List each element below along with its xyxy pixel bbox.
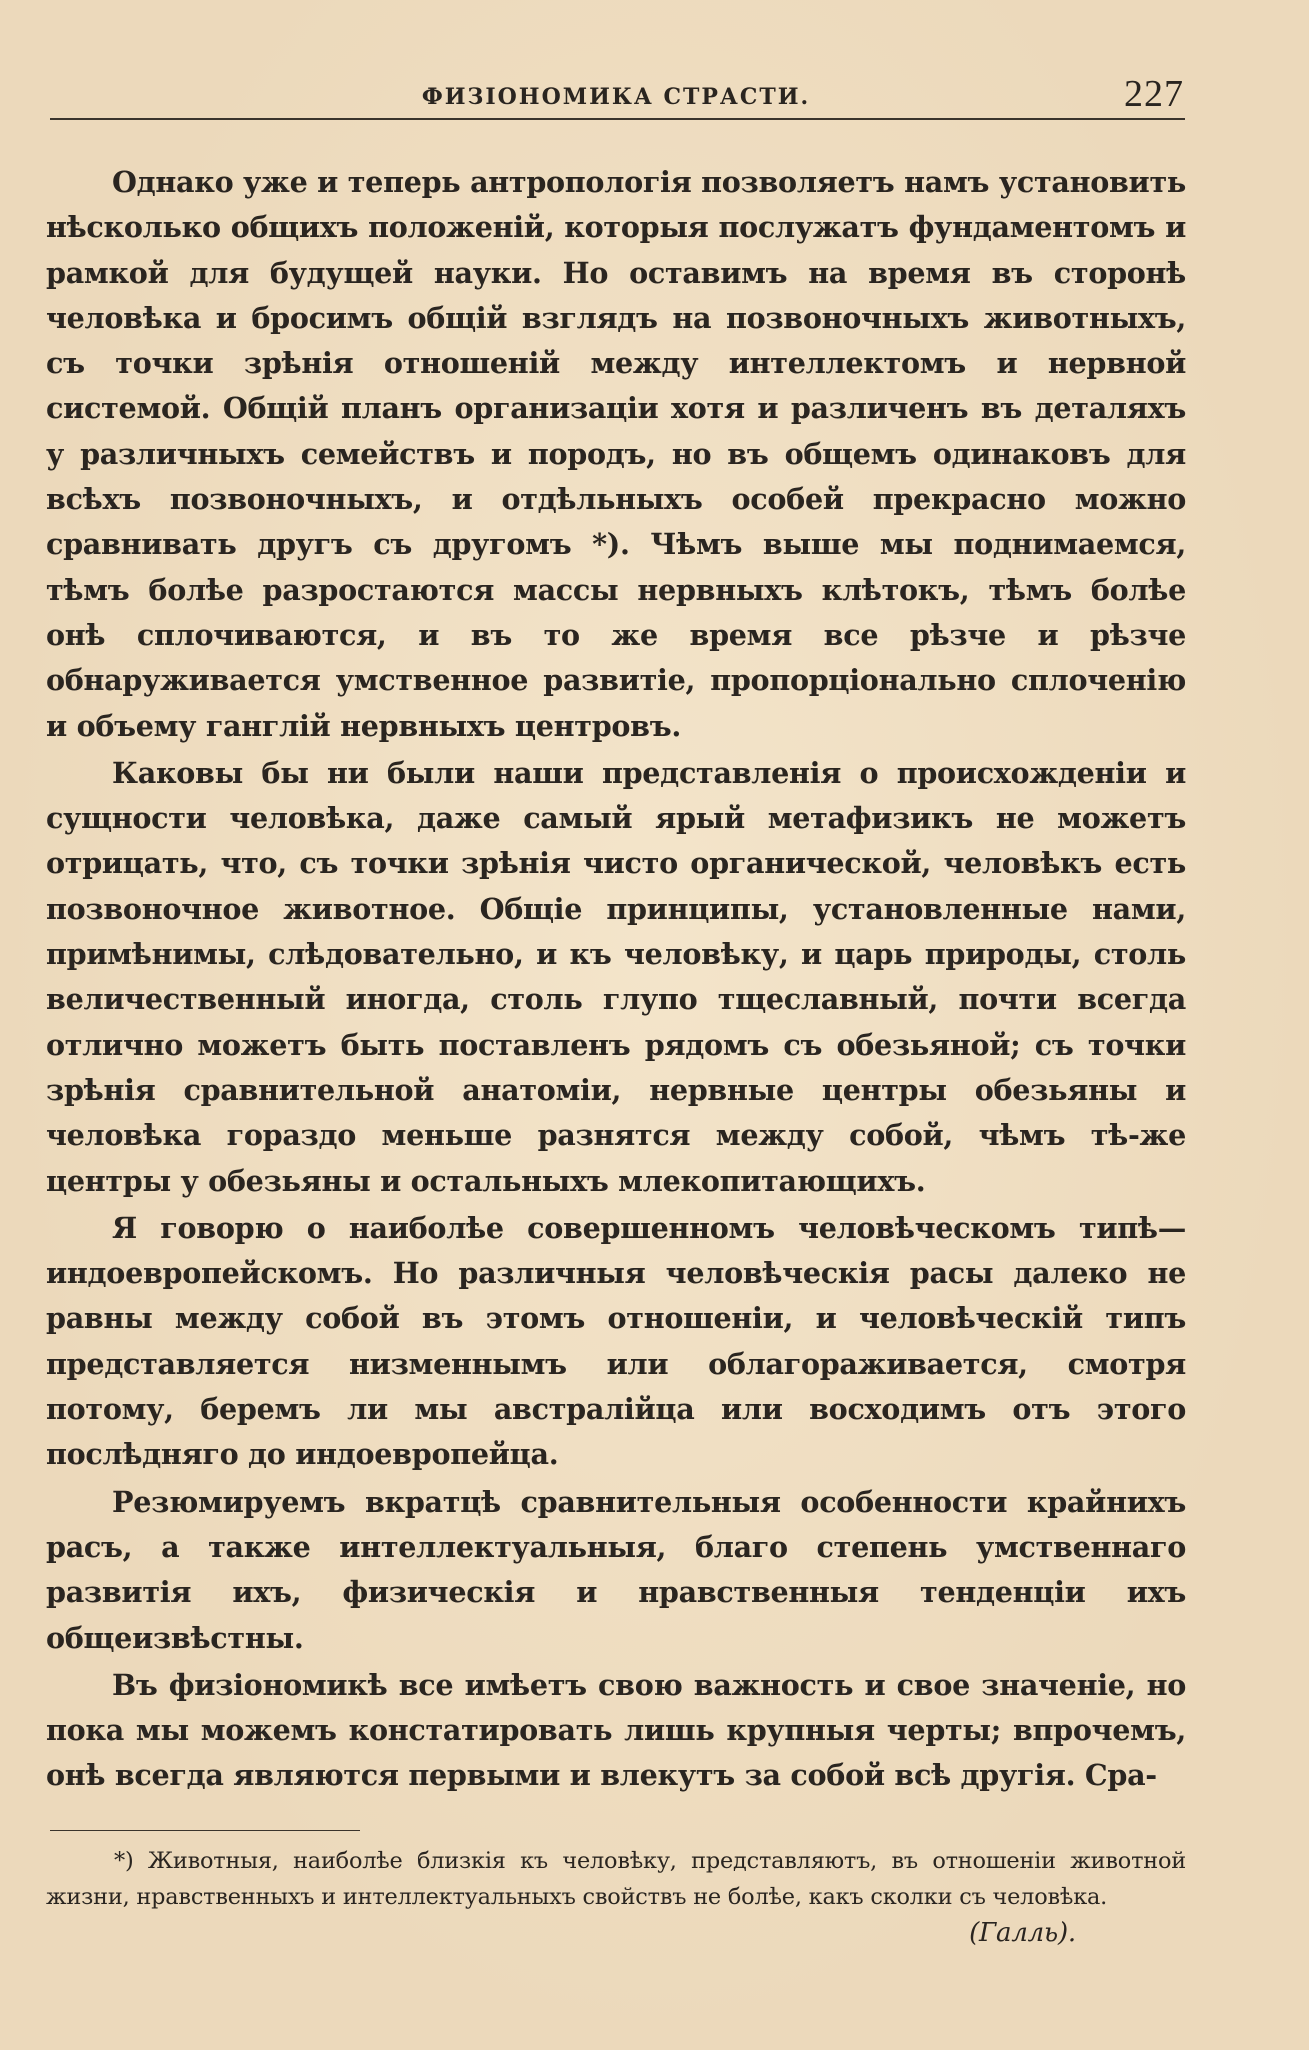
body-text xyxy=(46,160,1186,1801)
paragraph: Я говорю о наиболѣе совершенномъ человѣческомъ типѣ—индоевропейскомъ. Но различныя человѣческія расы далеко не равны между собой въ этомъ отношеніи, и человѣческій типъ представляется низменнымъ или облагораживается, смотря потому, беремъ ли мы австралійца или восходимъ отъ этого послѣдняго до индоевропейца. xyxy=(46,1210,1186,1472)
footnote-attribution: (Галль). xyxy=(969,1918,1076,1948)
footnote xyxy=(46,1843,1186,1948)
header-rule xyxy=(50,118,1185,120)
footnote-text: *) Животныя, наиболѣе близкія къ человѣку, представляютъ, въ отношеніи животной жизни, нравственныхъ и интеллектуальныхъ свойствъ не болѣе, какъ сколки съ человѣка. xyxy=(46,1848,1186,1910)
footnote-rule xyxy=(50,1830,360,1831)
page-number: 227 xyxy=(1124,73,1184,115)
paragraph: Каковы бы ни были наши представленія о происхожденіи и сущности человѣка, даже самый ярый метафизикъ не можетъ отрицать, что, съ точки зрѣнія чисто органической, человѣкъ есть позвоночное животное. Общіе принципы, установленные нами, примѣнимы, слѣдовательно, и къ человѣку, и царь природы, столь величественный иногда, столь глупо тщеславный, почти всегда отлично можетъ быть поставленъ рядомъ съ обезьяной; съ точки зрѣнія сравнительной анатоміи, нервные центры обезьяны и человѣка гораздо меньше разнятся между собой, чѣмъ тѣ-же центры у обезьяны и остальныхъ млекопитающихъ. xyxy=(46,755,1186,1198)
running-title: ФИЗІОНОМИКА СТРАСТИ. xyxy=(421,84,811,110)
paragraph: Въ физіономикѣ все имѣетъ свою важность и свое значеніе, но пока мы можемъ констатировать лишь крупныя черты; впрочемъ, онѣ всегда являются первыми и влекутъ за собой всѣ другія. Сра- xyxy=(46,1667,1186,1793)
running-head xyxy=(48,72,1184,122)
paragraph: Резюмируемъ вкратцѣ сравнительныя особенности крайнихъ расъ, а также интеллектуальныя, благо степень умственнаго развитія ихъ, физическія и нравственныя тенденціи ихъ общеизвѣстны. xyxy=(46,1484,1186,1655)
paragraph: Однако уже и теперь антропологія позволяетъ намъ установить нѣсколько общихъ положеній, которыя послужатъ фундаментомъ и рамкой для будущей науки. Но оставимъ на время въ сторонѣ человѣка и бросимъ общій взглядъ на позвоночныхъ животныхъ, съ точки зрѣнія отношеній между интеллектомъ и нервной системой. Общій планъ организаціи хотя и различенъ въ деталяхъ у различныхъ семействъ и породъ, но въ общемъ одинаковъ для всѣхъ позвоночныхъ, и отдѣльныхъ особей прекрасно можно сравнивать другъ съ другомъ *). Чѣмъ выше мы поднимаемся, тѣмъ болѣе разростаются массы нервныхъ клѣтокъ, тѣмъ болѣе онѣ сплочиваются, и въ то же время все рѣзче и рѣзче обнаруживается умственное развитіе, пропорціонально сплоченію и объему ганглій нервныхъ центровъ. xyxy=(46,165,1186,743)
